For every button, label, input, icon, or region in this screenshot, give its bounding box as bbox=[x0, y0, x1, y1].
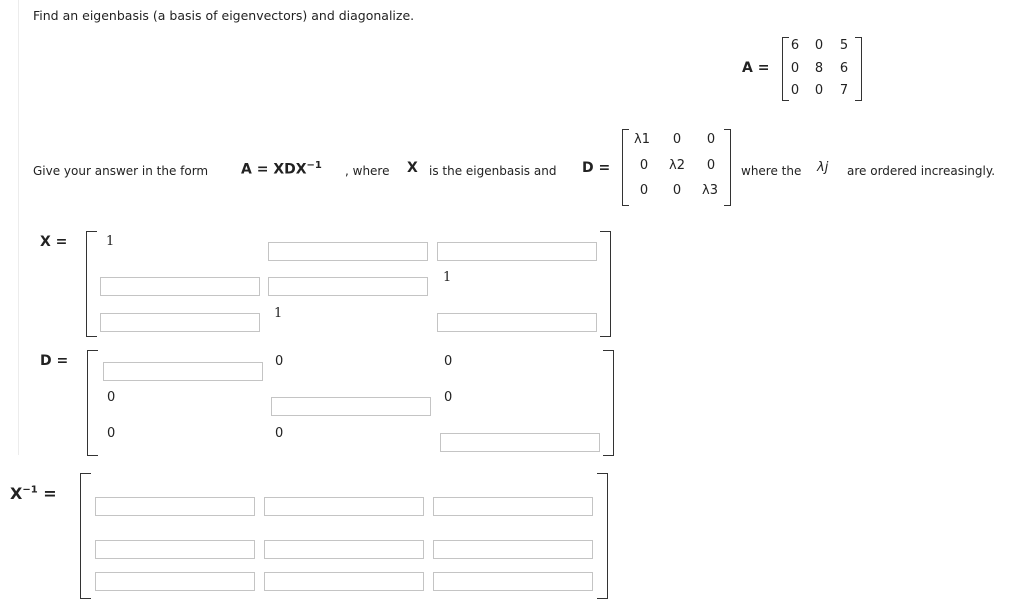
x-input-r0c1[interactable] bbox=[268, 242, 428, 261]
lambda-j-symbol: λj bbox=[817, 160, 829, 175]
matrix-a-cell: 0 bbox=[814, 83, 824, 98]
form-equation: $A = XDX^{-1}$ bbox=[241, 160, 322, 178]
xinv-input-r2c0[interactable] bbox=[95, 572, 255, 591]
d-entry-given: 0 bbox=[107, 426, 116, 441]
d-template-cell: 0 bbox=[672, 132, 682, 147]
d-entry-given: 0 bbox=[444, 390, 453, 405]
left-guide-line bbox=[18, 0, 19, 455]
instruction-text-4: where the bbox=[741, 164, 802, 178]
xinv-input-r2c1[interactable] bbox=[264, 572, 424, 591]
d-template-cell: λ2 bbox=[669, 158, 685, 173]
xinv-input-r0c1[interactable] bbox=[264, 497, 424, 516]
x-inverse-left-bracket bbox=[80, 473, 91, 599]
d-input-r1c1[interactable] bbox=[271, 397, 431, 416]
d-matrix-right-bracket bbox=[603, 350, 614, 456]
d-entry-given: 0 bbox=[275, 426, 284, 441]
x-inverse-label: $X^{-1}$ = bbox=[10, 484, 57, 503]
d-form-label: D = bbox=[582, 160, 611, 176]
matrix-a-cell: 0 bbox=[814, 38, 824, 53]
x-input-r2c0[interactable] bbox=[100, 313, 260, 332]
matrix-a-cell: 6 bbox=[790, 38, 800, 53]
x-entry-given: 1 bbox=[274, 306, 283, 321]
instruction-text-5: are ordered increasingly. bbox=[847, 164, 996, 178]
instruction-text-3: is the eigenbasis and bbox=[429, 164, 557, 178]
matrix-a-cell: 8 bbox=[814, 61, 824, 76]
d-template-cell: λ3 bbox=[702, 183, 718, 198]
d-template-cell: 0 bbox=[706, 158, 716, 173]
xinv-input-r1c2[interactable] bbox=[433, 540, 593, 559]
x-symbol: X bbox=[407, 160, 418, 176]
d-template-cell: 0 bbox=[706, 132, 716, 147]
x-input-r0c2[interactable] bbox=[437, 242, 597, 261]
matrix-a-right-bracket bbox=[855, 37, 862, 101]
d-matrix-left-bracket bbox=[87, 350, 98, 456]
matrix-a-cell: 7 bbox=[839, 83, 849, 98]
d-matrix-label: D = bbox=[40, 353, 69, 369]
x-input-r1c0[interactable] bbox=[100, 277, 260, 296]
d-entry-given: 0 bbox=[107, 390, 116, 405]
instruction-text-2: , where bbox=[345, 164, 390, 178]
xinv-input-r0c2[interactable] bbox=[433, 497, 593, 516]
form-exponent: −1 bbox=[306, 160, 322, 171]
d-template-right-bracket bbox=[724, 129, 731, 206]
matrix-a-cell: 0 bbox=[790, 83, 800, 98]
d-input-r0c0[interactable] bbox=[103, 362, 263, 381]
d-template-left-bracket bbox=[622, 129, 629, 206]
matrix-a-label: A = bbox=[742, 60, 770, 76]
xinv-input-r2c2[interactable] bbox=[433, 572, 593, 591]
d-input-r2c2[interactable] bbox=[440, 433, 600, 452]
x-input-r1c1[interactable] bbox=[268, 277, 428, 296]
d-entry-given: 0 bbox=[444, 354, 453, 369]
x-matrix-left-bracket bbox=[86, 231, 97, 337]
x-inverse-exponent: −1 bbox=[22, 484, 38, 496]
matrix-a-cell: 5 bbox=[839, 38, 849, 53]
xinv-input-r1c1[interactable] bbox=[264, 540, 424, 559]
x-matrix-right-bracket bbox=[600, 231, 611, 337]
x-inverse-equals: = bbox=[43, 484, 57, 503]
d-template-cell: 0 bbox=[672, 183, 682, 198]
x-input-r2c2[interactable] bbox=[437, 313, 597, 332]
problem-prompt: Find an eigenbasis (a basis of eigenvectors) and diagonalize. bbox=[33, 8, 415, 23]
x-inverse-right-bracket bbox=[597, 473, 608, 599]
instruction-text-1: Give your answer in the form bbox=[33, 164, 209, 178]
matrix-a-cell: 0 bbox=[790, 61, 800, 76]
x-entry-given: 1 bbox=[443, 270, 452, 285]
xinv-input-r1c0[interactable] bbox=[95, 540, 255, 559]
d-template-cell: λ1 bbox=[634, 132, 650, 147]
d-template-cell: 0 bbox=[639, 158, 649, 173]
d-template-cell: 0 bbox=[639, 183, 649, 198]
matrix-a-cell: 6 bbox=[839, 61, 849, 76]
x-entry-given: 1 bbox=[106, 234, 115, 249]
x-matrix-label: X = bbox=[40, 234, 68, 250]
xinv-input-r0c0[interactable] bbox=[95, 497, 255, 516]
d-entry-given: 0 bbox=[275, 354, 284, 369]
